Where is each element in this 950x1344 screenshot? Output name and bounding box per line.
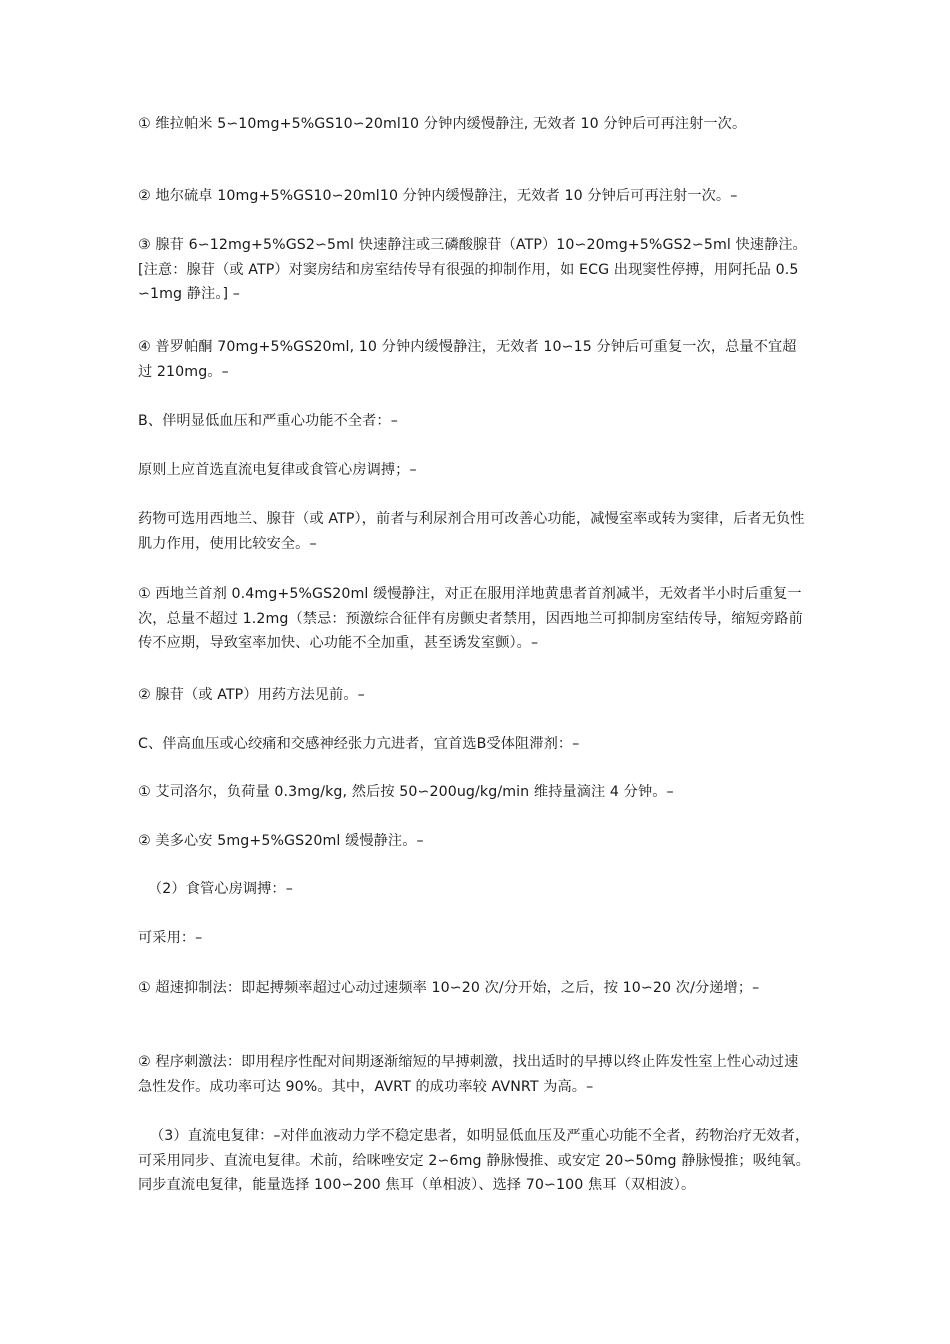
paragraph-available: 可采用：–: [138, 930, 203, 946]
paragraph-programmed-stimulation: ② 程序刺激法：即用程序性配对间期逐渐缩短的早搏刺激，找出适时的早搏以终止阵发性室上性心动过速急性发作。成功率可达 90%。其中，AVRT 的成功率较 AVNRT 为高。–: [138, 1054, 799, 1095]
paragraph-overdrive: ① 超速抑制法：即起搏频率超过心动过速频率 10∽20 次/分开始，之后，按 10∽20 次/分递增；–: [138, 980, 760, 996]
heading-section-c: C、伴高血压或心绞痛和交感神经张力亢进者，宜首选Β受体阻滞剂：–: [138, 736, 580, 752]
heading-esophageal-pacing: （2）食管心房调搏：–: [148, 881, 293, 897]
paragraph-principle: 原则上应首选直流电复律或食管心房调搏；–: [138, 462, 417, 478]
heading-section-b: B、伴明显低血压和严重心功能不全者：–: [138, 413, 398, 429]
paragraph-metoprolol: ② 美多心安 5mg+5%GS20ml 缓慢静注。–: [138, 833, 424, 849]
paragraph-drug-options: 药物可选用西地兰、腺苷（或 ATP），前者与利尿剂合用可改善心功能，减慢室率或转为窦律，后者无负性肌力作用，使用比较安全。–: [138, 511, 805, 552]
paragraph-verapamil: ① 维拉帕米 5∽10mg+5%GS10∽20ml10 分钟内缓慢静注, 无效者 10 分钟后可再注射一次。: [138, 116, 747, 132]
paragraph-adenosine: ③ 腺苷 6∽12mg+5%GS2∽5ml 快速静注或三磷酸腺苷（ATP）10∽20mg+5%GS2∽5ml 快速静注。 [注意：腺苷（或 ATP）对窦房结和房室结传导有很强的抑制作用，如 ECG 出现窦性停搏，用阿托品 0.5∽1mg 静注。] –: [138, 237, 807, 303]
paragraph-diltiazem: ② 地尔硫卓 10mg+5%GS10∽20ml10 分钟内缓慢静注，无效者 10 分钟后可再注射一次。–: [138, 188, 738, 204]
paragraph-propafenone: ④ 普罗帕酮 70mg+5%GS20ml, 10 分钟内缓慢静注，无效者 10∽15 分钟后可重复一次，总量不宜超过 210mg。–: [138, 339, 797, 380]
paragraph-cardioversion: （3）直流电复律：–对伴血液动力学不稳定患者，如明显低血压及严重心功能不全者，药物治疗无效者，可采用同步、直流电复律。术前，给咪唑安定 2∽6mg 静脉慢推、或安定 20∽50mg 静脉慢推；吸纯氧。同步直流电复律，能量选择 100∽200 焦耳（单相波）、选择 70∽100 焦耳（双相波）。: [138, 1128, 810, 1194]
paragraph-esmolol: ① 艾司洛尔，负荷量 0.3mg/kg, 然后按 50∽200ug/kg/min 维持量滴注 4 分钟。–: [138, 784, 674, 800]
paragraph-cedilanid: ① 西地兰首剂 0.4mg+5%GS20ml 缓慢静注，对正在服用洋地黄患者首剂减半，无效者半小时后重复一次，总量不超过 1.2mg（禁忌：预激综合征伴有房颤史者禁用，因西地兰可抑制房室结传导，缩短旁路前传不应期，导致室率加快、心功能不全加重，甚至诱发室颤）。–: [138, 586, 803, 652]
paragraph-adenosine-usage: ② 腺苷（或 ATP）用药方法见前。–: [138, 687, 365, 703]
